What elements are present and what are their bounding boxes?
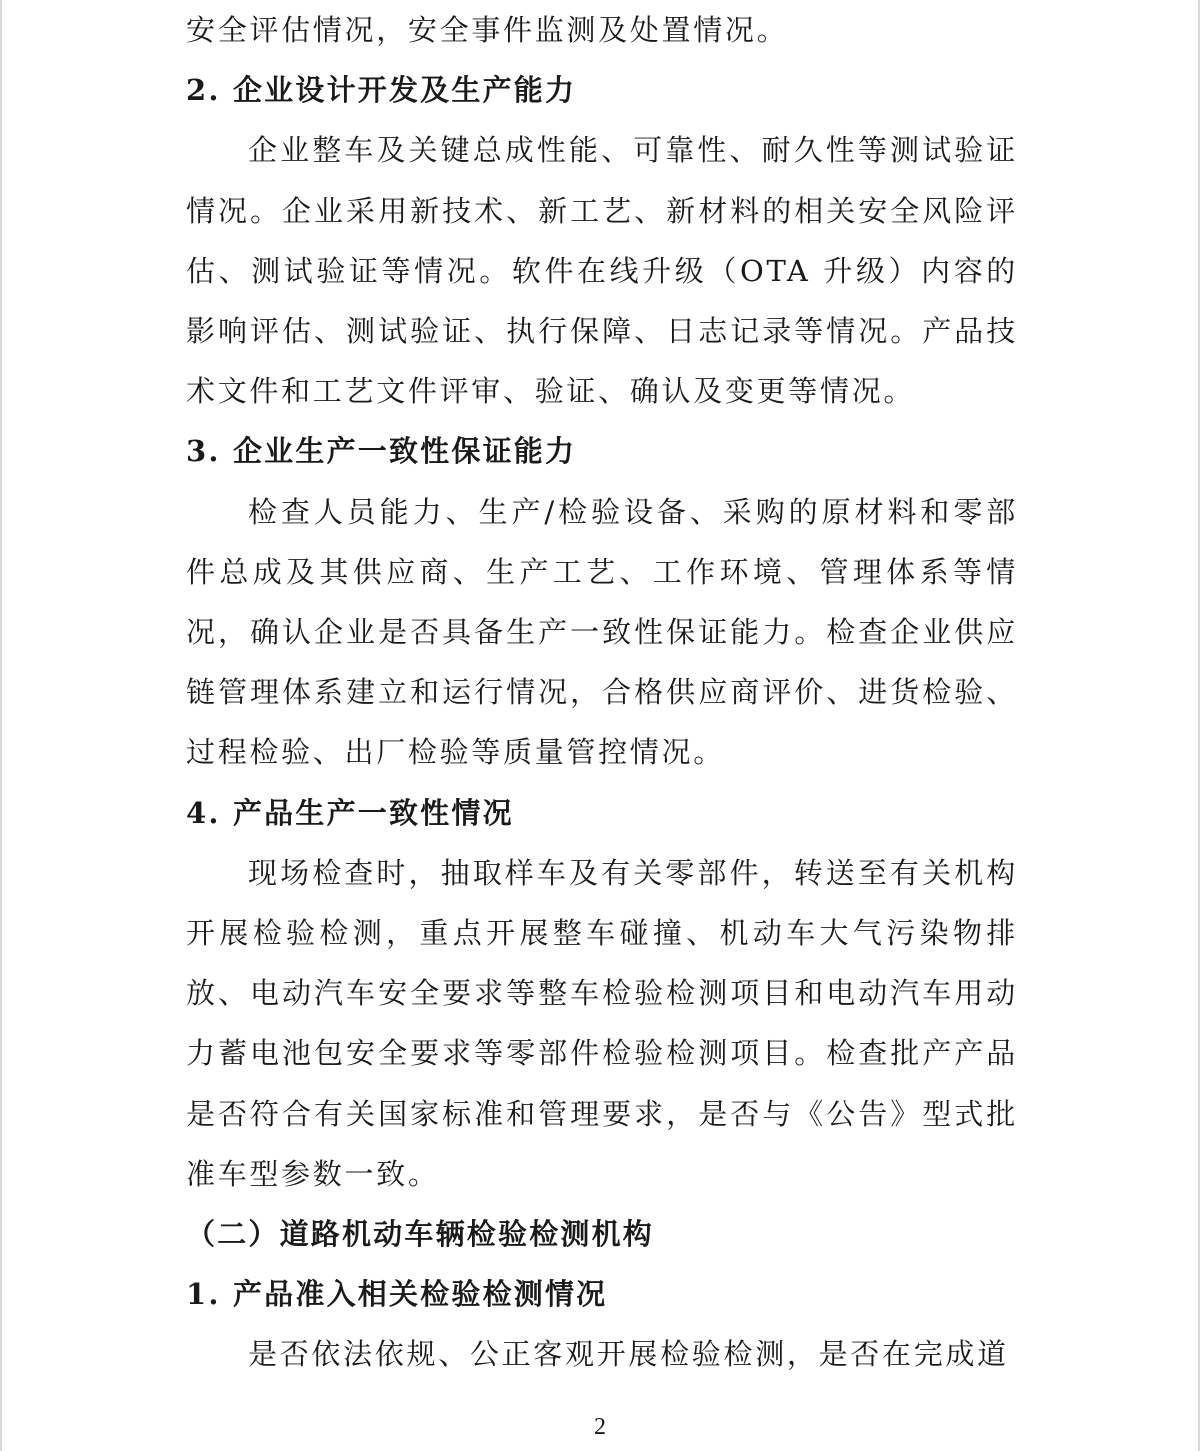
- section-heading-2: 2. 企业设计开发及生产能力: [186, 73, 577, 108]
- document-body: [186, 0, 1018, 1385]
- section-heading-3: 3. 企业生产一致性保证能力: [186, 434, 577, 469]
- section-heading-4: 4. 产品生产一致性情况: [186, 795, 514, 830]
- section-heading-part-2: （二）道路机动车辆检验检测机构: [186, 1217, 655, 1252]
- paragraph-product-consistency: 现场检查时，抽取样车及有关零部件，转送至有关机构开展检验检测，重点开展整车碰撞、机动车大气污染物排放、电动汽车安全要求等整车检验检测项目和电动汽车用动力蓄电池包安全要求等零部件检验检测项目。检查批产产品是否符合有关国家标准和管理要求，是否与《公告》型式批准车型参数一致。: [186, 855, 1018, 1191]
- page-number: 2: [594, 1414, 606, 1440]
- paragraph-inspection-institution: 是否依法依规、公正客观开展检验检测，是否在完成道: [248, 1337, 1009, 1372]
- page-left-border: [0, 0, 2, 1451]
- paragraph-continuation: 安全评估情况，安全事件监测及处置情况。: [186, 13, 789, 47]
- section-heading-2-1: 1. 产品准入相关检验检测情况: [186, 1277, 608, 1312]
- paragraph-design-capability: 企业整车及关键总成性能、可靠性、耐久性等测试验证情况。企业采用新技术、新工艺、新材料的相关安全风险评估、测试验证等情况。软件在线升级（OTA 升级）内容的影响评估、测试验证、执行保障、日志记录等情况。产品技术文件和工艺文件评审、验证、确认及变更等情况。: [186, 133, 1018, 409]
- paragraph-production-consistency-capability: 检查人员能力、生产/检验设备、采购的原材料和零部件总成及其供应商、生产工艺、工作环境、管理体系等情况，确认企业是否具备生产一致性保证能力。检查企业供应链管理体系建立和运行情况，合格供应商评价、进货检验、过程检验、出厂检验等质量管控情况。: [186, 494, 1018, 770]
